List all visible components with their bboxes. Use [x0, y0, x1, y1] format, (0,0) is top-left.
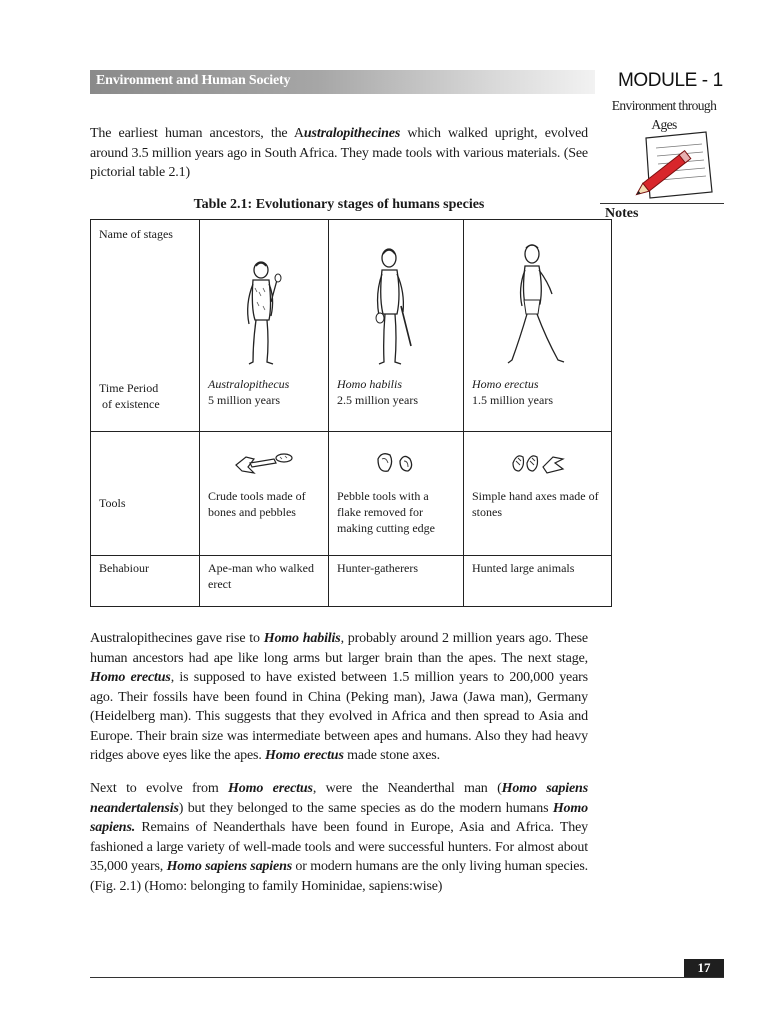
- tools-cell: [200, 432, 329, 556]
- intro-term: ustralopithecines: [303, 126, 401, 141]
- notes-divider: [600, 203, 724, 204]
- stage-name: Australopithecus: [208, 377, 290, 391]
- stage-cell: [200, 220, 329, 432]
- page-number: 17: [684, 959, 724, 977]
- name-of-stages-label: Name of stages: [99, 227, 173, 241]
- time-period-label: Time Period of existence: [99, 381, 160, 411]
- australopithecus-figure-icon: [208, 220, 320, 370]
- species-term: Homo erectus: [265, 748, 344, 763]
- behaviour-cell: [464, 556, 612, 607]
- tools-desc: Pebble tools with a flake removed for making cutting edge: [337, 489, 435, 535]
- behaviour-desc: Hunted large animals: [472, 561, 575, 575]
- stage-name: Homo habilis: [337, 377, 403, 391]
- hand-axe-tools-icon: [472, 432, 603, 488]
- notes-pencil-icon: [628, 130, 714, 205]
- evolution-stages-table: [90, 219, 612, 607]
- stage-period: 2.5 million years: [337, 393, 418, 407]
- behaviour-cell: [329, 556, 464, 607]
- homo-erectus-figure-icon: [472, 220, 603, 370]
- row-label-cell: [91, 556, 200, 607]
- stage-name: Homo erectus: [472, 377, 539, 391]
- stage-period: 1.5 million years: [472, 393, 553, 407]
- behaviour-desc: Ape-man who walked erect: [208, 561, 314, 591]
- row-label-cell: [91, 220, 200, 432]
- homo-habilis-figure-icon: [337, 220, 455, 370]
- stage-cell: [464, 220, 612, 432]
- body-paragraph: Australopithecines gave rise to Homo habilis, probably around 2 million years ago. These human ancestors had ape like long arms but larger brain than the apes. The next stage, Homo erectus, is supposed to have existed between 1.5 million years to 200,000 years ago. Their fossils have been found in China (Peking man), Jawa (Jawa man), Germany (Heidelberg man). This suggests that they evolved in Africa and then spread to Asia and Europe. Their brain size was intermediate between apes and humans. Also they had heavy ridges above eyes like the apes. Homo erectus made stone axes.: [90, 631, 588, 763]
- species-term: Homo erectus: [90, 670, 171, 685]
- tools-desc: Crude tools made of bones and pebbles: [208, 489, 306, 519]
- module-title: MODULE - 1: [618, 70, 723, 91]
- behaviour-label: Behabiour: [99, 561, 149, 575]
- intro-paragraph: The earliest human ancestors, the Australopithecines which walked upright, evolved around 3.5 million years ago in South Africa. They made tools with various materials. (See pictorial table 2.1): [90, 126, 588, 180]
- section-title: Environment and Human Society: [96, 73, 291, 88]
- module-subtitle: Environment through Ages: [611, 98, 717, 132]
- pebble-tools-icon: [337, 432, 455, 488]
- species-term: Homo habilis: [263, 631, 341, 646]
- footer-divider: [90, 977, 724, 978]
- row-label-cell: [91, 432, 200, 556]
- behaviour-desc: Hunter-gatherers: [337, 561, 419, 575]
- stage-period: 5 million years: [208, 393, 280, 407]
- species-term: Homo sapiens sapiens: [166, 859, 293, 874]
- tools-label: Tools: [99, 496, 126, 510]
- species-term: Homo sapiens.: [90, 800, 588, 835]
- section-header-bar: [90, 70, 595, 94]
- table-caption: Table 2.1: Evolutionary stages of humans species: [193, 197, 485, 212]
- tools-cell: [464, 432, 612, 556]
- behaviour-cell: [200, 556, 329, 607]
- stage-cell: [329, 220, 464, 432]
- species-term: Homo erectus: [228, 781, 313, 796]
- notes-label: Notes: [605, 206, 639, 221]
- tools-desc: Simple hand axes made of stones: [472, 489, 599, 519]
- body-paragraph: Next to evolve from Homo erectus, were the Neanderthal man (Homo sapiens neandertalensis) but they belonged to the same species as do the modern humans Homo sapiens. Remains of Neanderthals have been found in Europe, Asia and Africa. They fashioned a large variety of well-made tools and were successful hunters. For almost about 35,000 years, Homo sapiens sapiens or modern humans are the only living human species.(Fig. 2.1) (Homo: belonging to family Hominidae, sapiens:wise): [90, 781, 588, 894]
- species-term: Homo sapiens neandertalensis: [90, 781, 588, 816]
- tools-cell: [329, 432, 464, 556]
- bone-tools-icon: [208, 432, 320, 488]
